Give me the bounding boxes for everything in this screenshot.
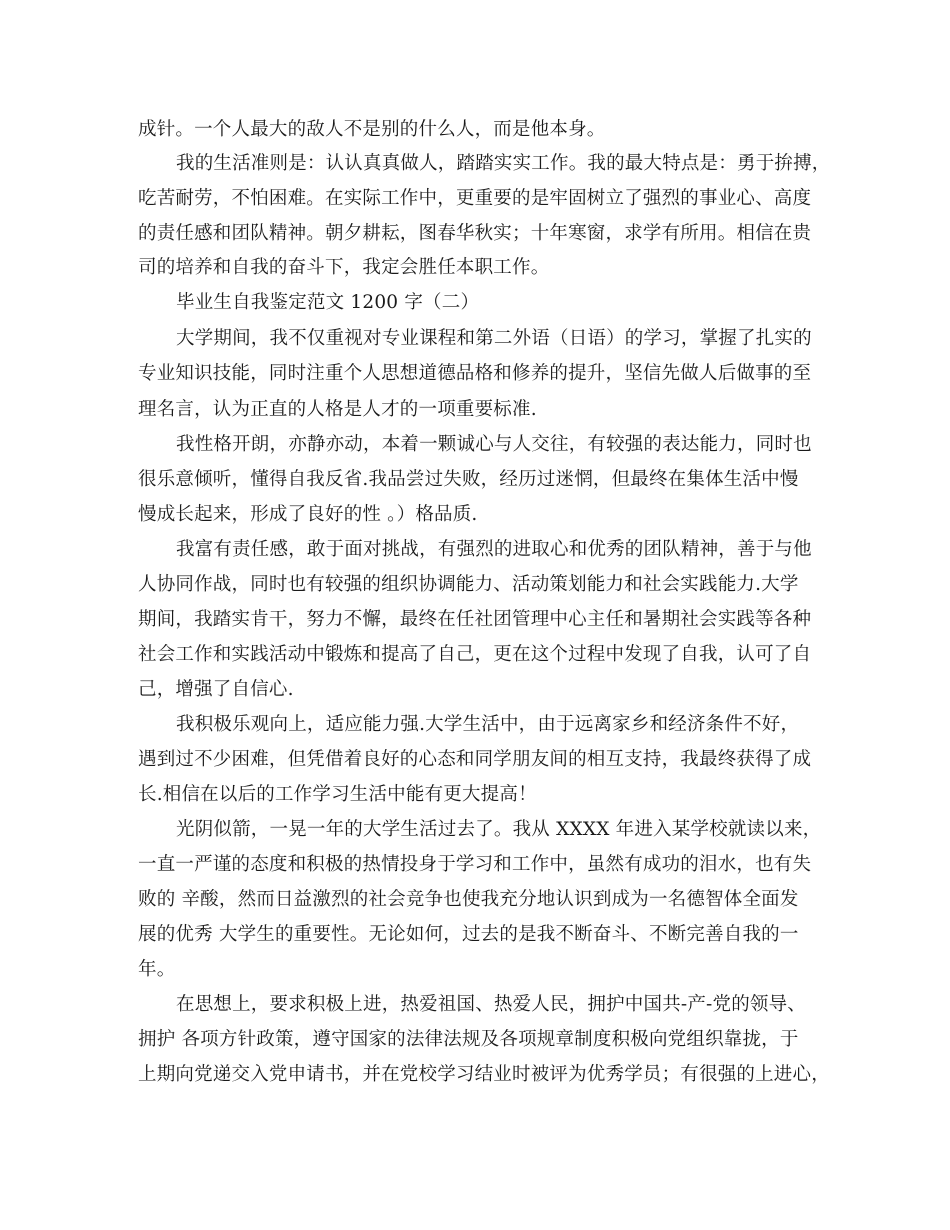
text-line: 社会工作和实践活动中锻炼和提高了自己，更在这个过程中发现了自我，认可了自 [138, 644, 812, 665]
text-line: 的责任感和团队精神。朝夕耕耘，图春华秋实；十年寒窗，求学有所用。相信在贵 [138, 223, 812, 244]
paragraph-line: 光阴似箭，一晃一年的大学生活过去了。我从 XXXX 年进入某学校就读以来， [176, 819, 822, 840]
text-line: 上期向党递交入党申请书，并在党校学习结业时被评为优秀学员；有很强的上进心， [138, 1064, 830, 1085]
paragraph-line: 我富有责任感，敢于面对挑战，有强烈的进取心和优秀的团队精神，善于与他 [176, 539, 812, 560]
text-line: 长.相信在以后的工作学习生活中能有更大提高！ [138, 784, 537, 805]
text-line: 吃苦耐劳，不怕困难。在实际工作中，更重要的是牢固树立了强烈的事业心、高度 [138, 188, 812, 209]
text-line: 理名言，认为正直的人格是人才的一项重要标准. [138, 399, 537, 420]
paragraph-line: 我性格开朗，亦静亦动，本着一颗诚心与人交往，有较强的表达能力，同时也 [176, 434, 812, 455]
text-line: 败的 辛酸，然而日益激烈的社会竞争也使我充分地认识到成为一名德智体全面发 [138, 889, 799, 910]
paragraph-line: 大学期间，我不仅重视对专业课程和第二外语（日语）的学习，掌握了扎实的 [176, 328, 812, 349]
text-line: 展的优秀 大学生的重要性。无论如何，过去的是我不断奋斗、不断完善自我的一 [138, 924, 799, 945]
text-line: 慢成长起来，形成了良好的性 。）格品质. [138, 504, 478, 525]
text-line: 遇到过不少困难，但凭借着良好的心态和同学朋友间的相互支持，我最终获得了成 [138, 749, 812, 770]
paragraph-line: 我的生活准则是：认认真真做人，踏踏实实工作。我的最大特点是：勇于拚搏， [176, 153, 831, 174]
section-heading: 毕业生自我鉴定范文 1200 字（二） [176, 292, 480, 313]
text-line: 很乐意倾听，懂得自我反省.我品尝过失败，经历过迷惘，但最终在集体生活中慢 [138, 469, 799, 490]
text-line: 人协同作战，同时也有较强的组织协调能力、活动策划能力和社会实践能力.大学 [138, 574, 799, 595]
text-line: 己，增强了自信心. [138, 679, 294, 700]
text-line: 年。 [138, 959, 176, 980]
text-line: 期间，我踏实肯干，努力不懈，最终在任社团管理中心主任和暑期社会实践等各种 [138, 609, 812, 630]
text-line: 专业知识技能，同时注重个人思想道德品格和修养的提升，坚信先做人后做事的至 [138, 363, 812, 384]
text-line: 成针。一个人最大的敌人不是别的什么人，而是他本身。 [138, 119, 606, 140]
text-line: 拥护 各项方针政策，遵守国家的法律法规及各项规章制度积极向党组织靠拢，于 [138, 1029, 799, 1050]
text-line: 司的培养和自我的奋斗下，我定会胜任本职工作。 [138, 257, 550, 278]
paragraph-line: 在思想上，要求积极上进，热爱祖国、热爱人民，拥护中国共-产-党的领导、 [176, 994, 807, 1015]
text-line: 一直一严谨的态度和积极的热情投身于学习和工作中，虽然有成功的泪水，也有失 [138, 854, 812, 875]
paragraph-line: 我积极乐观向上，适应能力强.大学生活中，由于远离家乡和经济条件不好， [176, 714, 800, 735]
